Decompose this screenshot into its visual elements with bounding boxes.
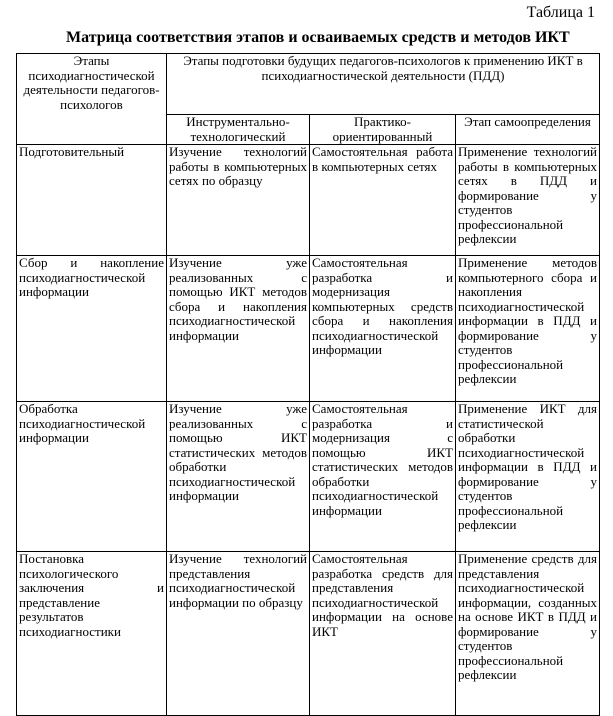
header-col-selfdetermination: Этап самоопределения [456,115,600,145]
header-row-top [17,54,600,115]
cell-practical: Самостоятельная разработка и модернизация компьютерных средств сбора и накопления психодиагностической информации [310,256,456,402]
table-row [17,256,600,402]
cell-instrumental: Изучение уже реализованных с помощью ИКТ методов сбора и накопления психодиагностической информации [167,256,310,402]
cell-stage: Подготовительный [17,145,167,256]
cell-selfdetermination: Применение технологий работы в компьютерных сетях в ПДД и формирование у студентов профессиональной рефлексии [456,145,600,256]
cell-stage: Обработка психодиагностической информации [17,402,167,552]
cell-selfdetermination: Применение методов компьютерного сбора и накопления психодиагностической информации в ПДД и формирование у студентов профессиональной рефлексии [456,256,600,402]
header-col-practical: Практико-ориентированный [310,115,456,145]
cell-practical: Самостоятельная работа в компьютерных сетях [310,145,456,256]
cell-stage: Сбор и накопление психодиагностической информации [17,256,167,402]
table-row [17,402,600,552]
cell-selfdetermination: Применение средств для представления психодиагностической информации, созданных на основе ИКТ в ПДД и формирование у студентов профессиональной рефлексии [456,552,600,716]
cell-instrumental: Изучение технологий представления психодиагностической информации по образцу [167,552,310,716]
stages-matrix-table [16,53,600,716]
header-preparation-group: Этапы подготовки будущих педагогов-психологов к применению ИКТ в психодиагностической деятельности (ПДД) [167,54,600,115]
cell-instrumental: Изучение уже реализованных с помощью ИКТ статистических методов обработки психодиагностической информации [167,402,310,552]
cell-practical: Самостоятельная разработка и модернизация с помощью ИКТ статистических методов обработки психодиагностической информации [310,402,456,552]
cell-stage: Постановка психологического заключения и представление результатов психодиагностики [17,552,167,716]
header-stages: Этапы психодиагностической деятельности педагогов-психологов [17,54,167,145]
cell-practical: Самостоятельная разработка средств для представления психодиагностической информации на основе ИКТ [310,552,456,716]
table-title: Матрица соответствия этапов и осваиваемых средств и методов ИКТ [66,29,570,46]
cell-selfdetermination: Применение ИКТ для статистической обработки психодиагностической информации в ПДД и формирование у студентов профессиональной рефлексии [456,402,600,552]
table-number-label: Таблица 1 [526,4,595,21]
table-row [17,145,600,256]
header-col-instrumental: Инструментально-технологический [167,115,310,145]
table-row [17,552,600,716]
cell-instrumental: Изучение технологий работы в компьютерных сетях по образцу [167,145,310,256]
